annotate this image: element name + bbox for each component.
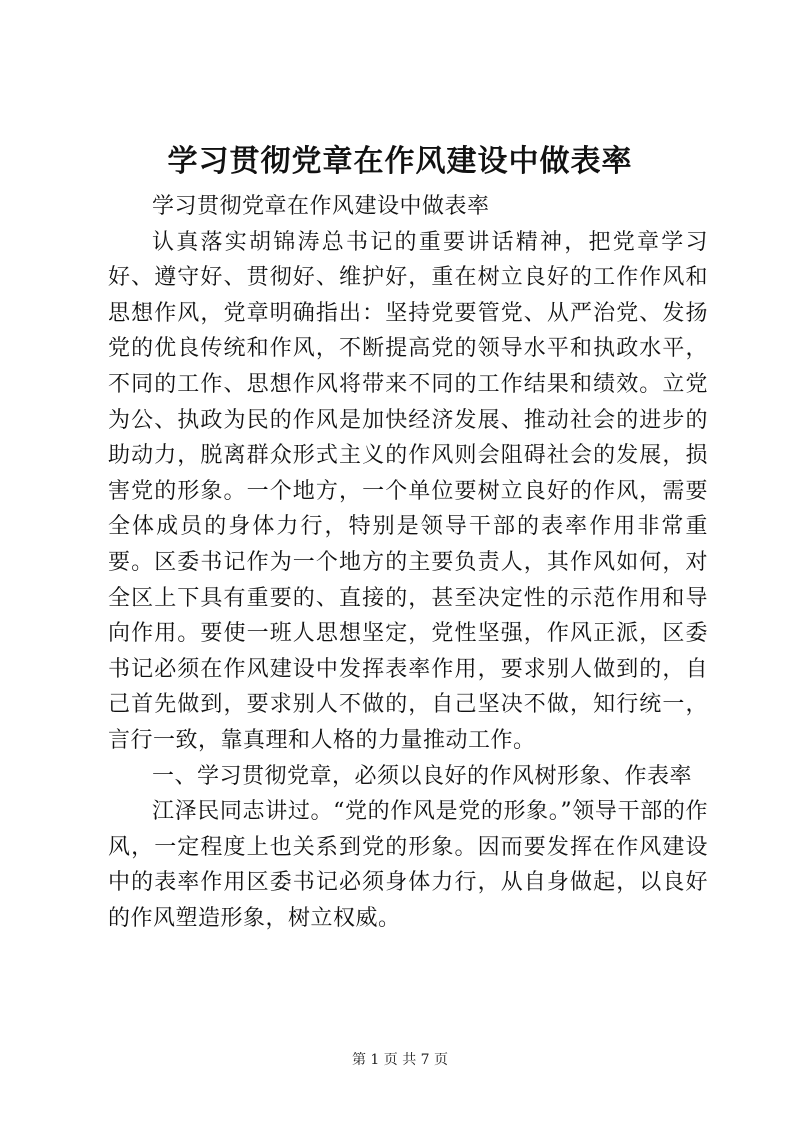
document-body — [108, 189, 708, 936]
page-number: 第 1 页 共 7 页 — [351, 1052, 449, 1068]
section-heading: 一、学习贯彻党章，必须以良好的作风树形象、作表率 — [152, 763, 693, 789]
subtitle-paragraph: 学习贯彻党章在作风建设中做表率 — [152, 194, 490, 219]
document-title: 学习贯彻党章在作风建设中做表率 — [167, 144, 633, 179]
body-paragraph: 江泽民同志讲过。“党的作风是党的形象。”领导干部的作风，一定程度上也关系到党的形象。因而要发挥在作风建设中的表率作用区委书记必须身体力行，从自身做起，以良好的作风塑造形象，树立权威。 — [108, 799, 708, 931]
body-paragraph: 认真落实胡锦涛总书记的重要讲话精神，把党章学习好、遵守好、贯彻好、维护好，重在树立良好的工作作风和思想作风，党章明确指出：坚持党要管党、从严治党、发扬党的优良传统和作风，不断提高党的领导水平和执政水平，不同的工作、思想作风将带来不同的工作结果和绩效。立党为公、执政为民的作风是加快经济发展、推动社会的进步的助动力，脱离群众形式主义的作风则会阻碍社会的发展，损害党的形象。一个地方，一个单位要树立良好的作风，需要全体成员的身体力行，特别是领导干部的表率作用非常重要。区委书记作为一个地方的主要负责人，其作风如何，对全区上下具有重要的、直接的，甚至决定性的示范作用和导向作用。要使一班人思想坚定，党性坚强，作风正派，区委书记必须在作风建设中发挥表率作用，要求别人做到的，自己首先做到，要求别人不做的，自己坚决不做，知行统一，言行一致，靠真理和人格的力量推动工作。 — [108, 229, 708, 753]
